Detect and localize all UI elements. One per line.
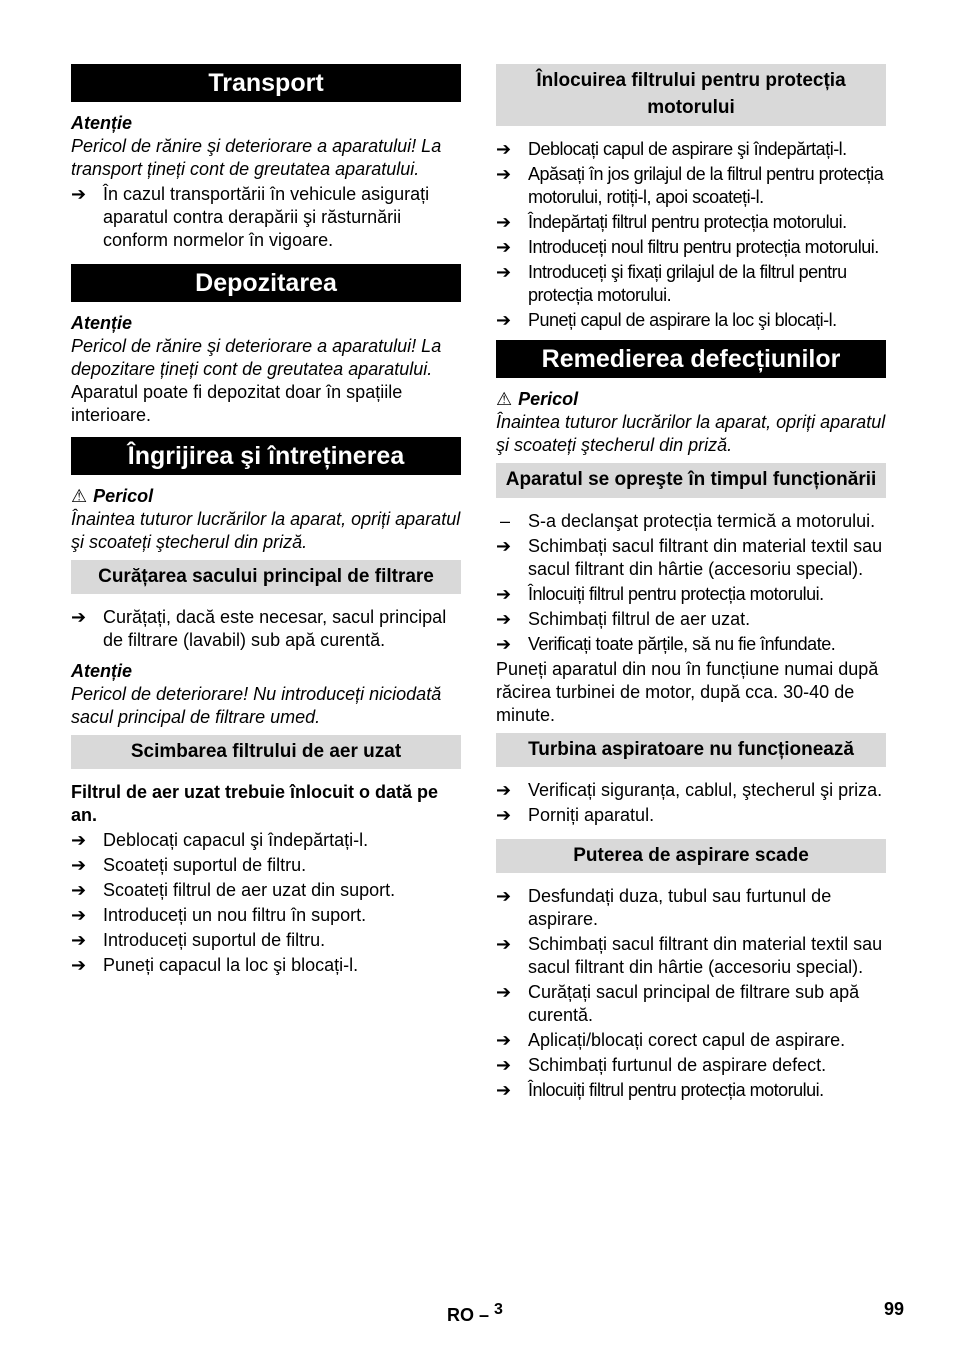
- transport-attention-label: Atenție: [71, 113, 133, 133]
- arrow-right-icon: ➔: [496, 237, 512, 257]
- list-item: ➔ Apăsați în jos grilajul de la filtrul pentru protecția motorului, rotiți-l, apoi scoateți-l.: [496, 164, 884, 207]
- arrow-right-icon: ➔: [496, 886, 512, 906]
- list-item: ➔ Puneți capacul la loc şi blocați-l.: [71, 955, 359, 975]
- arrow-right-icon: ➔: [496, 212, 512, 232]
- stops-text: Puneți aparatul din nou în funcțiune numai după răcirea turbinei de motor, după cca. 30-40 de minute.: [496, 659, 879, 725]
- transport-attention-text: Pericol de rănire şi deteriorare a aparatului! La transport țineți cont de greutatea aparatului.: [71, 136, 442, 179]
- list-item: ➔ Schimbați sacul filtrant din material textil sau sacul filtrant din hârtie (accesoriu special).: [496, 934, 883, 977]
- list-item: ➔ Porniți aparatul.: [496, 805, 655, 825]
- list-item: ➔ Curățați sacul principal de filtrare sub apă curentă.: [496, 982, 860, 1025]
- list-item: ➔ Introduceți noul filtru pentru protecția motorului.: [496, 237, 879, 257]
- arrow-right-icon: ➔: [496, 609, 512, 629]
- transport-heading: Transport: [71, 64, 461, 102]
- list-item: ➔ Deblocați capacul şi îndepărtați-l.: [71, 830, 369, 850]
- list-item: ➔ Curățați, dacă este necesar, sacul principal de filtrare (lavabil) sub apă curentă.: [71, 607, 447, 650]
- arrow-right-icon: ➔: [496, 310, 512, 330]
- warning-icon: ⚠: [496, 389, 513, 409]
- warning-icon: ⚠: [71, 486, 88, 506]
- troubleshooting-heading: Remedierea defecțiunilor: [496, 340, 886, 378]
- list-item: ➔ Schimbați sacul filtrant din material textil sau sacul filtrant din hârtie (accesoriu special).: [496, 536, 883, 579]
- list-item: – S-a declanşat protecția termică a motorului.: [500, 511, 876, 531]
- arrow-right-icon: ➔: [496, 1080, 512, 1100]
- storage-text: Aparatul poate fi depozitat doar în spațiile interioare.: [71, 382, 403, 425]
- care-heading: Îngrijirea şi întreținerea: [71, 437, 461, 475]
- list-item: ➔ Desfundați duza, tubul sau furtunul de aspirare.: [496, 886, 832, 929]
- arrow-right-icon: ➔: [71, 880, 87, 900]
- arrow-right-icon: ➔: [496, 584, 512, 604]
- arrow-right-icon: ➔: [496, 262, 512, 282]
- storage-attention-label: Atenție: [71, 313, 133, 333]
- cleaning-attention-text: Pericol de deteriorare! Nu introduceți niciodată sacul principal de filtrare umed.: [71, 684, 442, 727]
- troubleshooting-danger-text: Înaintea tuturor lucrărilor la aparat, opriți aparatul şi scoateți ştecherul din priză.: [496, 412, 886, 455]
- arrow-right-icon: ➔: [496, 1055, 512, 1075]
- arrow-right-icon: ➔: [71, 955, 87, 975]
- list-item: ➔ Înlocuiți filtrul pentru protecția motorului.: [496, 1080, 824, 1100]
- air-filter-note: Filtrul de aer uzat trebuie înlocuit o dată pe an.: [71, 782, 439, 825]
- footer-section-label: RO – $^3$: [447, 1301, 503, 1325]
- arrow-right-icon: ➔: [496, 805, 512, 825]
- arrow-right-icon: ➔: [496, 139, 512, 159]
- turbine-heading: Turbina aspiratoare nu funcționează: [496, 733, 886, 767]
- arrow-right-icon: ➔: [496, 536, 512, 556]
- list-item: ➔ Scoateți suportul de filtru.: [71, 855, 307, 875]
- list-item: ➔ Verificați toate părțile, să nu fie înfundate.: [496, 634, 836, 654]
- list-item: ➔ Puneți capul de aspirare la loc şi blocați-l.: [496, 310, 837, 330]
- troubleshooting-danger-label: ⚠ Pericol: [496, 389, 579, 409]
- arrow-right-icon: ➔: [71, 184, 87, 204]
- list-item: ➔ Îndepărtați filtrul pentru protecția motorului.: [496, 212, 847, 232]
- right-column: [496, 64, 886, 1104]
- arrow-right-icon: ➔: [71, 855, 87, 875]
- list-item: ➔ Introduceți suportul de filtru.: [71, 930, 326, 950]
- care-danger-text: Înaintea tuturor lucrărilor la aparat, opriți aparatul şi scoateți ştecherul din priză.: [71, 509, 461, 552]
- arrow-right-icon: ➔: [71, 607, 87, 627]
- storage-heading: Depozitarea: [71, 264, 461, 302]
- suction-heading: Puterea de aspirare scade: [496, 839, 886, 873]
- list-item: ➔ Schimbați filtrul de aer uzat.: [496, 609, 751, 629]
- arrow-right-icon: ➔: [71, 930, 87, 950]
- arrow-right-icon: ➔: [71, 830, 87, 850]
- arrow-right-icon: ➔: [496, 780, 512, 800]
- list-item: ➔ Introduceți un nou filtru în suport.: [71, 905, 367, 925]
- cleaning-attention-label: Atenție: [71, 661, 133, 681]
- list-item: ➔ Introduceți şi fixați grilajul de la filtrul pentru protecția motorului.: [496, 262, 847, 305]
- list-item: ➔ În cazul transportării în vehicule asigurați aparatul contra derapării şi răsturnării conform normelor în vigoare.: [71, 184, 430, 250]
- care-danger-label: ⚠ Pericol: [71, 486, 154, 506]
- stops-heading: Aparatul se opreşte în timpul funcționării: [496, 463, 886, 498]
- arrow-right-icon: ➔: [496, 164, 512, 184]
- list-item: ➔ Înlocuiți filtrul pentru protecția motorului.: [496, 584, 824, 604]
- list-item: ➔ Deblocați capul de aspirare şi îndepărtați-l.: [496, 139, 847, 159]
- left-column: [71, 64, 461, 979]
- arrow-right-icon: ➔: [496, 934, 512, 954]
- list-item: ➔ Scoateți filtrul de aer uzat din suport.: [71, 880, 396, 900]
- dash-icon: –: [500, 511, 511, 531]
- list-item: ➔ Verificați siguranța, cablul, ştecherul şi priza.: [496, 780, 883, 800]
- arrow-right-icon: ➔: [496, 1030, 512, 1050]
- cleaning-heading: Curățarea sacului principal de filtrare: [71, 560, 461, 594]
- list-item: ➔ Aplicați/blocați corect capul de aspirare.: [496, 1030, 846, 1050]
- arrow-right-icon: ➔: [71, 905, 87, 925]
- list-item: ➔ Schimbați furtunul de aspirare defect.: [496, 1055, 827, 1075]
- air-filter-heading: Scimbarea filtrului de aer uzat: [71, 735, 461, 769]
- arrow-right-icon: ➔: [496, 634, 512, 654]
- storage-attention-text: Pericol de rănire şi deteriorare a aparatului! La depozitare țineți cont de greutatea aparatului.: [71, 336, 442, 379]
- motor-filter-heading: Înlocuirea filtrului pentru protecția motorului: [496, 64, 886, 126]
- arrow-right-icon: ➔: [496, 982, 512, 1002]
- page-number: 99: [884, 1299, 905, 1319]
